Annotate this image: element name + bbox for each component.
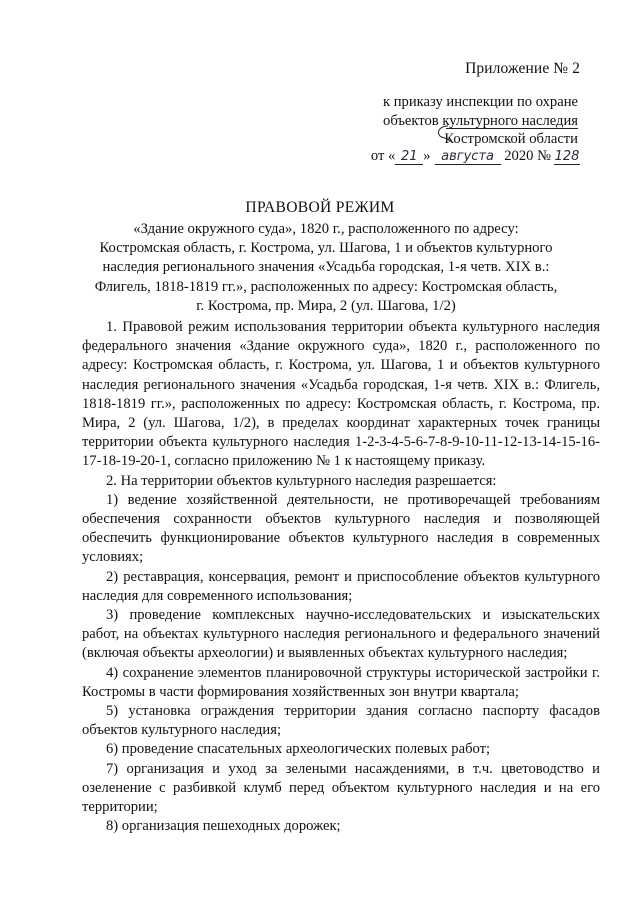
order-date xyxy=(371,148,580,165)
subtitle-line: наследия регионального значения «Усадьба городская, 1-я четв. XIX в.: xyxy=(102,259,550,276)
appendix-title: Приложение № 2 xyxy=(465,60,580,77)
document-body xyxy=(82,318,600,836)
date-mid: » xyxy=(423,148,431,164)
list-item-4: 4) сохранение элементов планировочной структуры исторической застройки г. Костромы в части формирования хозяйственных зон внутри квартала; xyxy=(82,664,600,700)
paragraph-1: 1. Правовой режим использования территории объекта культурного наследия федерального значения «Здание окружного суда», 1820 г., расположенного по адресу: Костромская область, г. Кострома, ул. Шагова, 1 и объектов культурного наследия регионального значения «Усадьба городская, 1-я четв. XIX в.: Флигель, 1818-1819 гг.», расположенных по адресу: Костромская область, г. Кострома, пр. Мира, 2 (ул. Шагова, 1/2), в пределах координат характерных точек границы территории объекта культурного наследия 1-2-3-4-5-6-7-8-9-10-11-12-13-14-15-16-17-18-19-20-1, согласно приложению № 1 к настоящему приказу. xyxy=(82,319,600,470)
date-month: августа xyxy=(435,150,501,165)
order-line: объектов культурного наследия xyxy=(383,112,578,129)
order-number: 128 xyxy=(554,149,580,164)
date-day: 21 xyxy=(395,150,423,165)
order-line: Костромской области xyxy=(444,131,578,148)
date-prefix: от « xyxy=(370,148,396,164)
list-item-6: 6) проведение спасательных археологических полевых работ; xyxy=(106,741,491,758)
order-line: к приказу инспекции по охране xyxy=(382,94,578,110)
document-subtitle xyxy=(52,220,600,316)
subtitle-line: г. Кострома, пр. Мира, 2 (ул. Шагова, 1/2) xyxy=(196,297,456,314)
document-title: ПРАВОВОЙ РЕЖИМ xyxy=(245,199,395,216)
signature-underline xyxy=(446,128,578,129)
list-item-2: 2) реставрация, консервация, ремонт и приспособление объектов культурного наследия для современного использования; xyxy=(82,568,600,604)
list-item-7: 7) организация и уход за зелеными насаждениями, в т.ч. цветоводство и озеленение с разбивкой клумб перед объектом культурного наследия и на его территории; xyxy=(82,760,600,816)
list-item-8: 8) организация пешеходных дорожек; xyxy=(106,818,341,835)
paragraph-2: 2. На территории объектов культурного наследия разрешается: xyxy=(106,472,497,489)
subtitle-line: Флигель, 1818-1819 гг.», расположенных по адресу: Костромская область, xyxy=(94,278,558,295)
list-item-5: 5) установка ограждения территории здания согласно паспорту фасадов объектов культурного наследия; xyxy=(82,703,600,739)
subtitle-line: Костромская область, г. Кострома, ул. Шагова, 1 и объектов культурного xyxy=(99,240,553,257)
list-item-1: 1) ведение хозяйственной деятельности, не противоречащей требованиям обеспечения сохранности объектов культурного наследия и позволяющей обеспечить функционирование объектов культурного наследия в современных условиях; xyxy=(82,491,600,566)
subtitle-line: «Здание окружного суда», 1820 г., расположенного по адресу: xyxy=(133,221,519,237)
list-item-3: 3) проведение комплексных научно-исследовательских и изыскательских работ, на объектах культурного наследия регионального и федерального значений (включая объекты археологии) и выявленных объектах культурного наследия; xyxy=(82,607,600,662)
date-year: 2020 № xyxy=(504,148,551,164)
signature-mark-icon xyxy=(434,124,452,144)
